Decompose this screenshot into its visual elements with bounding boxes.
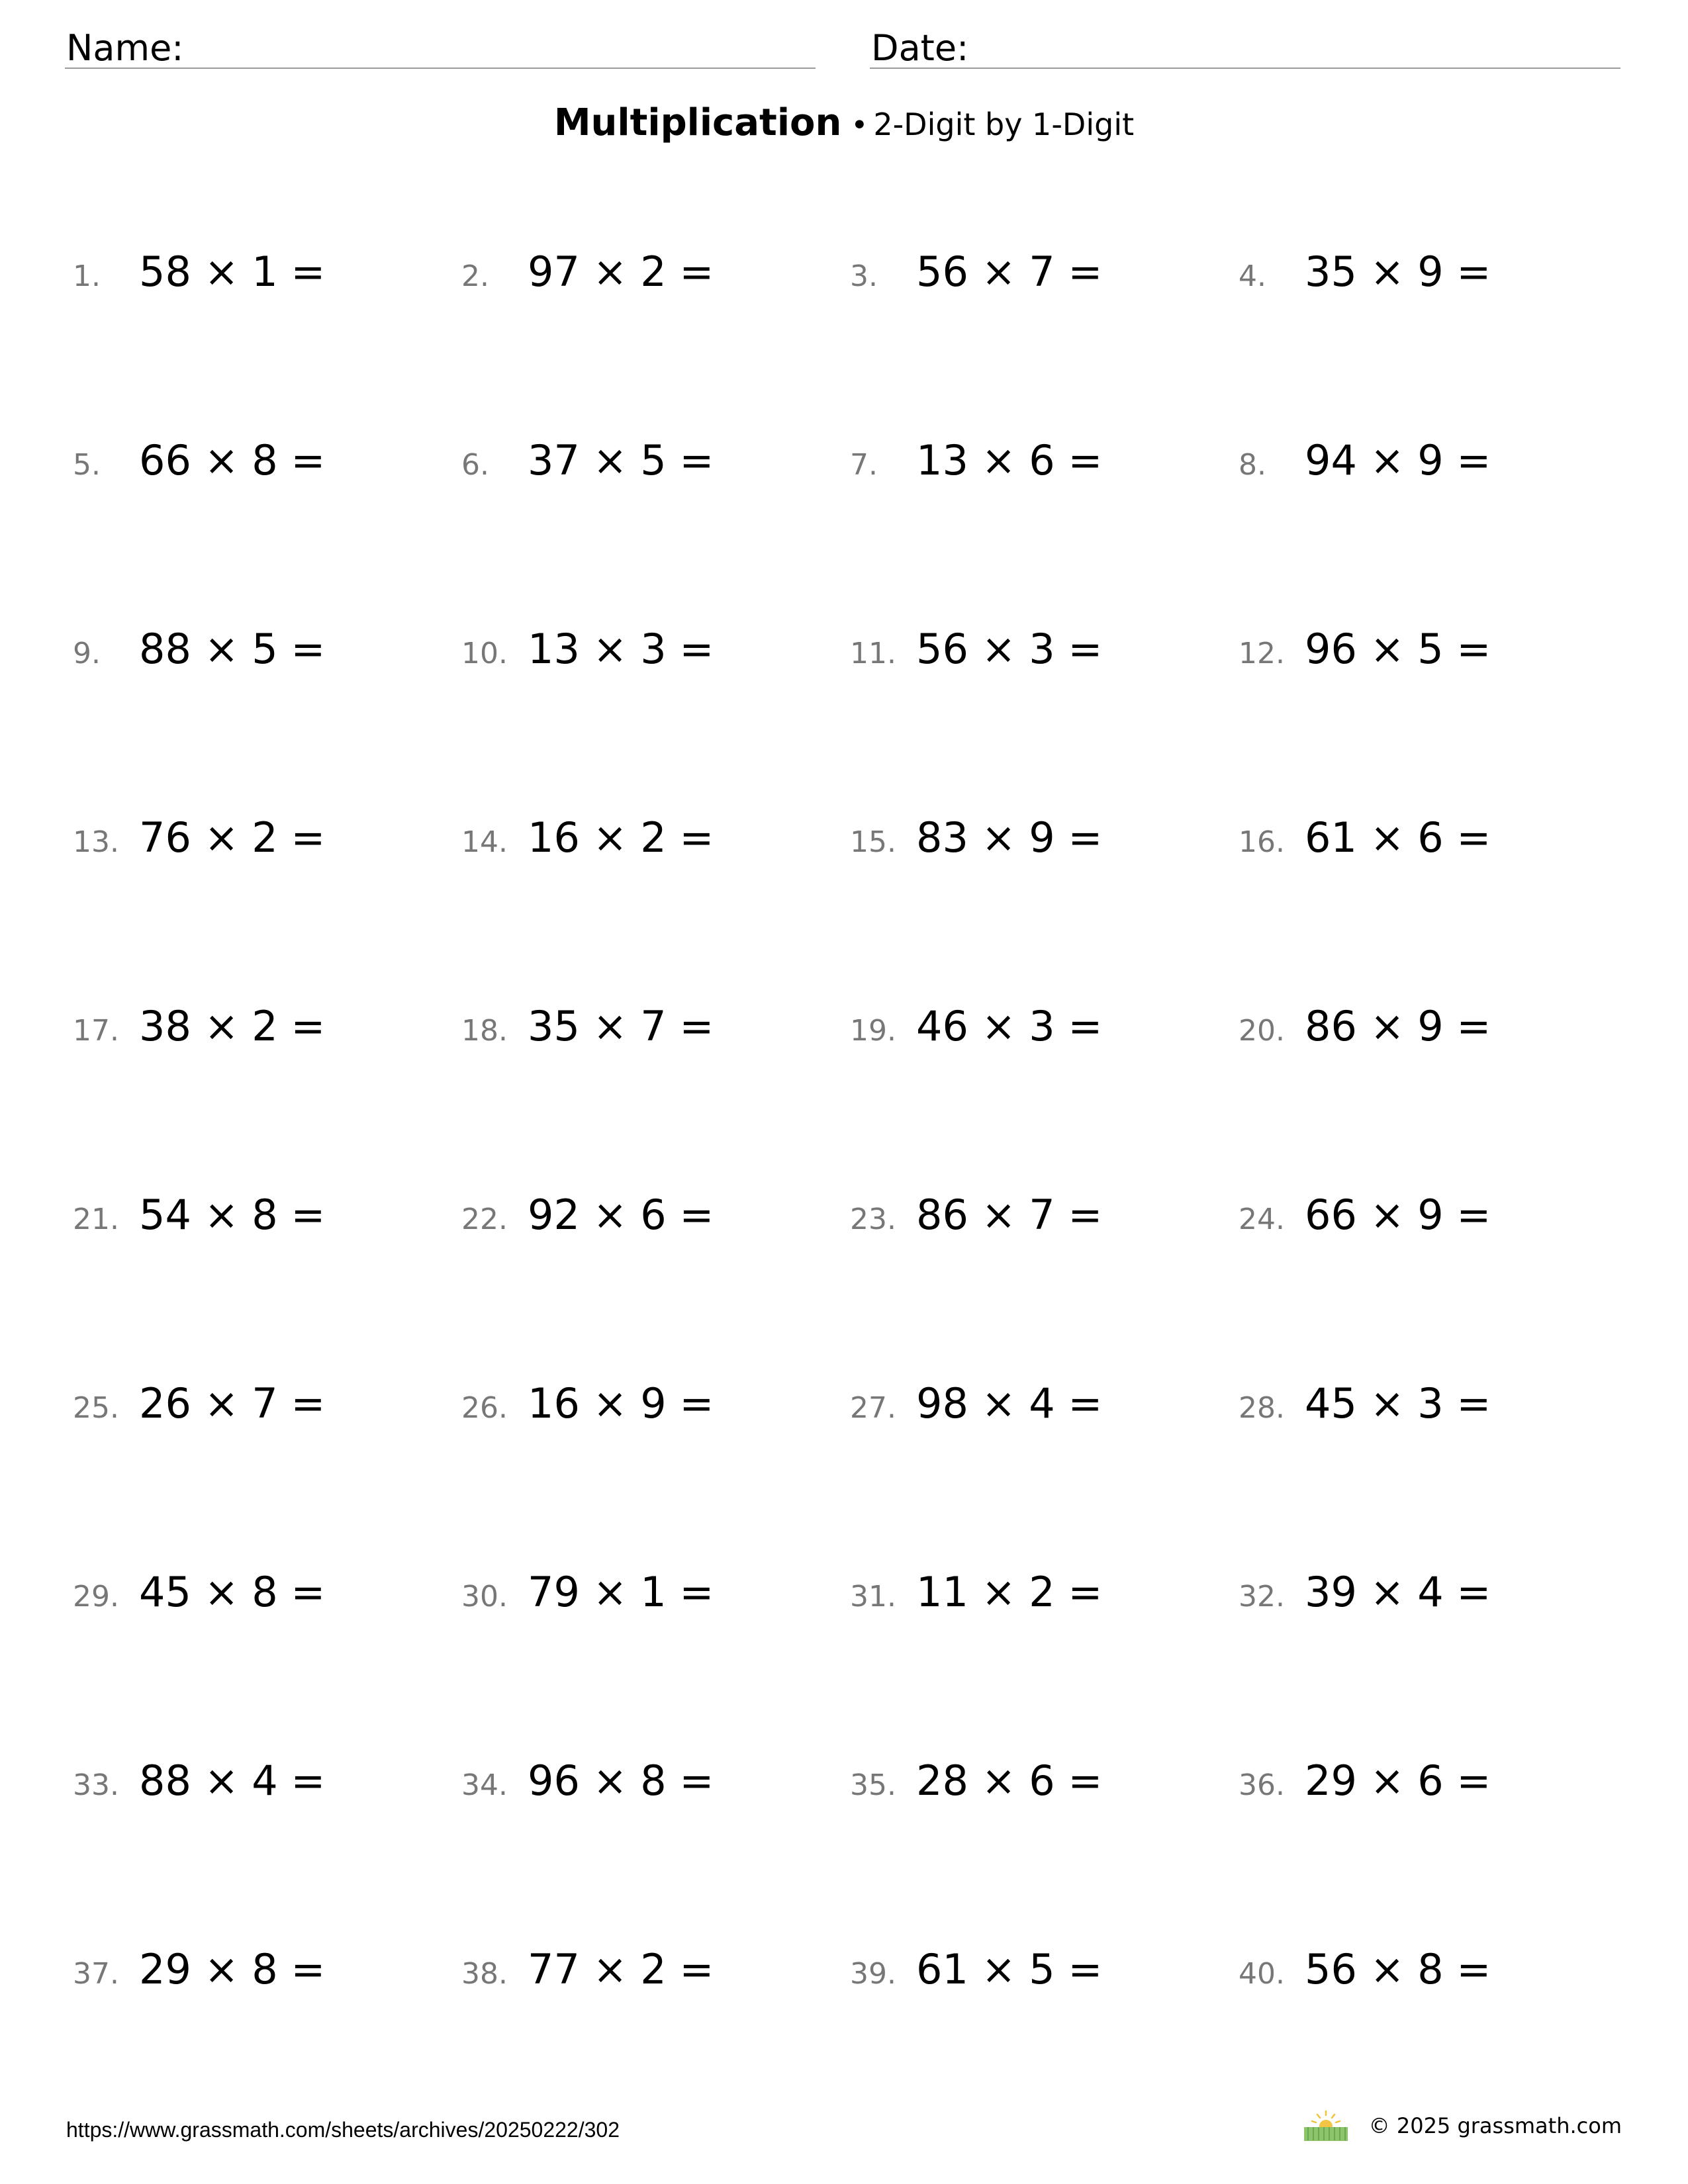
- problem-item: [461, 1756, 850, 1949]
- problem-item: [73, 248, 461, 440]
- problem-expression: 45 × 8 =: [139, 1568, 326, 1616]
- problem-expression: 13 × 6 =: [916, 436, 1103, 484]
- problem-number: 16.: [1239, 825, 1285, 859]
- problem-item: [1239, 813, 1622, 1006]
- problem-item: [850, 1191, 1239, 1383]
- problem-number: 36.: [1239, 1768, 1285, 1802]
- problem-item: [73, 1002, 461, 1195]
- problem-item: [73, 1379, 461, 1572]
- problem-number: 24.: [1239, 1203, 1285, 1236]
- problem-grid: [73, 248, 1622, 2138]
- problem-item: [73, 1756, 461, 1949]
- problem-expression: 79 × 1 =: [528, 1568, 714, 1616]
- problem-number: 39.: [850, 1957, 896, 1991]
- problem-item: [850, 436, 1239, 629]
- problem-number: 3.: [850, 259, 878, 293]
- problem-item: [850, 1945, 1239, 2138]
- footer-url[interactable]: https://www.grassmath.com/sheets/archives/20250222/302: [66, 2118, 620, 2142]
- problem-expression: 66 × 8 =: [139, 436, 326, 484]
- problem-expression: 38 × 2 =: [139, 1002, 326, 1050]
- problem-item: [850, 1379, 1239, 1572]
- problem-number: 26.: [461, 1391, 508, 1425]
- problem-number: 20.: [1239, 1014, 1285, 1048]
- problem-item: [1239, 625, 1622, 817]
- problem-expression: 56 × 3 =: [916, 625, 1103, 673]
- problem-number: 2.: [461, 259, 489, 293]
- problem-expression: 77 × 2 =: [528, 1945, 714, 1993]
- problem-item: [461, 436, 850, 629]
- problem-expression: 26 × 7 =: [139, 1379, 326, 1428]
- problem-item: [850, 625, 1239, 817]
- problem-item: [73, 436, 461, 629]
- problem-item: [850, 248, 1239, 440]
- title-subtitle: 2-Digit by 1-Digit: [873, 107, 1135, 142]
- problem-number: 23.: [850, 1203, 896, 1236]
- problem-expression: 29 × 8 =: [139, 1945, 326, 1993]
- problem-expression: 16 × 9 =: [528, 1379, 714, 1428]
- problem-number: 18.: [461, 1014, 508, 1048]
- problem-expression: 16 × 2 =: [528, 813, 714, 862]
- problem-item: [1239, 436, 1622, 629]
- problem-number: 10.: [461, 637, 508, 670]
- problem-item: [461, 1379, 850, 1572]
- problem-number: 15.: [850, 825, 896, 859]
- problem-number: 33.: [73, 1768, 119, 1802]
- problem-item: [1239, 1002, 1622, 1195]
- problem-expression: 86 × 7 =: [916, 1191, 1103, 1239]
- problem-item: [461, 1191, 850, 1383]
- problem-number: 8.: [1239, 448, 1266, 482]
- problem-expression: 35 × 9 =: [1305, 248, 1491, 296]
- problem-expression: 37 × 5 =: [528, 436, 714, 484]
- problem-expression: 94 × 9 =: [1305, 436, 1491, 484]
- problem-expression: 98 × 4 =: [916, 1379, 1103, 1428]
- name-label: Name:: [66, 27, 184, 69]
- problem-number: 17.: [73, 1014, 119, 1048]
- problem-number: 1.: [73, 259, 101, 293]
- problem-number: 28.: [1239, 1391, 1285, 1425]
- problem-expression: 66 × 9 =: [1305, 1191, 1491, 1239]
- problem-item: [73, 1945, 461, 2138]
- problem-number: 25.: [73, 1391, 119, 1425]
- date-field[interactable]: [870, 20, 1620, 69]
- problem-number: 4.: [1239, 259, 1266, 293]
- problem-expression: 88 × 5 =: [139, 625, 326, 673]
- problem-expression: 45 × 3 =: [1305, 1379, 1491, 1428]
- problem-expression: 88 × 4 =: [139, 1756, 326, 1805]
- problem-item: [850, 1002, 1239, 1195]
- problem-number: 12.: [1239, 637, 1285, 670]
- problem-item: [73, 1191, 461, 1383]
- problem-item: [73, 625, 461, 817]
- problem-expression: 54 × 8 =: [139, 1191, 326, 1239]
- title-separator: •: [851, 109, 868, 142]
- problem-expression: 11 × 2 =: [916, 1568, 1103, 1616]
- problem-number: 34.: [461, 1768, 508, 1802]
- problem-expression: 35 × 7 =: [528, 1002, 714, 1050]
- problem-number: 21.: [73, 1203, 119, 1236]
- problem-expression: 56 × 7 =: [916, 248, 1103, 296]
- problem-item: [73, 1568, 461, 1760]
- problem-expression: 96 × 5 =: [1305, 625, 1491, 673]
- problem-item: [1239, 1191, 1622, 1383]
- problem-expression: 61 × 6 =: [1305, 813, 1491, 862]
- problem-number: 31.: [850, 1580, 896, 1614]
- problem-item: [1239, 1379, 1622, 1572]
- problem-expression: 96 × 8 =: [528, 1756, 714, 1805]
- problem-number: 40.: [1239, 1957, 1285, 1991]
- footer-copyright: © 2025 grassmath.com: [1368, 2113, 1622, 2138]
- problem-number: 32.: [1239, 1580, 1285, 1614]
- grass-sun-logo-icon: [1303, 2110, 1349, 2142]
- problem-item: [850, 813, 1239, 1006]
- problem-number: 6.: [461, 448, 489, 482]
- problem-expression: 29 × 6 =: [1305, 1756, 1491, 1805]
- problem-number: 30.: [461, 1580, 508, 1614]
- problem-number: 11.: [850, 637, 896, 670]
- problem-number: 38.: [461, 1957, 508, 1991]
- problem-number: 37.: [73, 1957, 119, 1991]
- problem-number: 27.: [850, 1391, 896, 1425]
- problem-expression: 97 × 2 =: [528, 248, 714, 296]
- problem-number: 9.: [73, 637, 101, 670]
- problem-expression: 61 × 5 =: [916, 1945, 1103, 1993]
- problem-item: [461, 1568, 850, 1760]
- problem-expression: 56 × 8 =: [1305, 1945, 1491, 1993]
- name-field[interactable]: [65, 20, 816, 69]
- date-label: Date:: [871, 27, 969, 69]
- footer-brand: [1303, 2110, 1622, 2142]
- problem-item: [850, 1756, 1239, 1949]
- problem-item: [850, 1568, 1239, 1760]
- problem-item: [461, 1945, 850, 2138]
- problem-number: 35.: [850, 1768, 896, 1802]
- problem-expression: 92 × 6 =: [528, 1191, 714, 1239]
- problem-item: [461, 813, 850, 1006]
- problem-number: 19.: [850, 1014, 896, 1048]
- problem-item: [1239, 1568, 1622, 1760]
- problem-number: 14.: [461, 825, 508, 859]
- problem-item: [1239, 1756, 1622, 1949]
- problem-item: [1239, 248, 1622, 440]
- problem-item: [73, 813, 461, 1006]
- problem-number: 29.: [73, 1580, 119, 1614]
- worksheet-title: [0, 101, 1688, 144]
- problem-expression: 58 × 1 =: [139, 248, 326, 296]
- problem-item: [461, 248, 850, 440]
- problem-expression: 39 × 4 =: [1305, 1568, 1491, 1616]
- problem-number: 22.: [461, 1203, 508, 1236]
- problem-expression: 46 × 3 =: [916, 1002, 1103, 1050]
- problem-expression: 28 × 6 =: [916, 1756, 1103, 1805]
- problem-item: [461, 625, 850, 817]
- title-main: Multiplication: [553, 101, 842, 144]
- problem-number: 13.: [73, 825, 119, 859]
- problem-number: 5.: [73, 448, 101, 482]
- problem-number: 7.: [850, 448, 878, 482]
- problem-item: [461, 1002, 850, 1195]
- problem-expression: 13 × 3 =: [528, 625, 714, 673]
- problem-expression: 83 × 9 =: [916, 813, 1103, 862]
- problem-expression: 86 × 9 =: [1305, 1002, 1491, 1050]
- problem-expression: 76 × 2 =: [139, 813, 326, 862]
